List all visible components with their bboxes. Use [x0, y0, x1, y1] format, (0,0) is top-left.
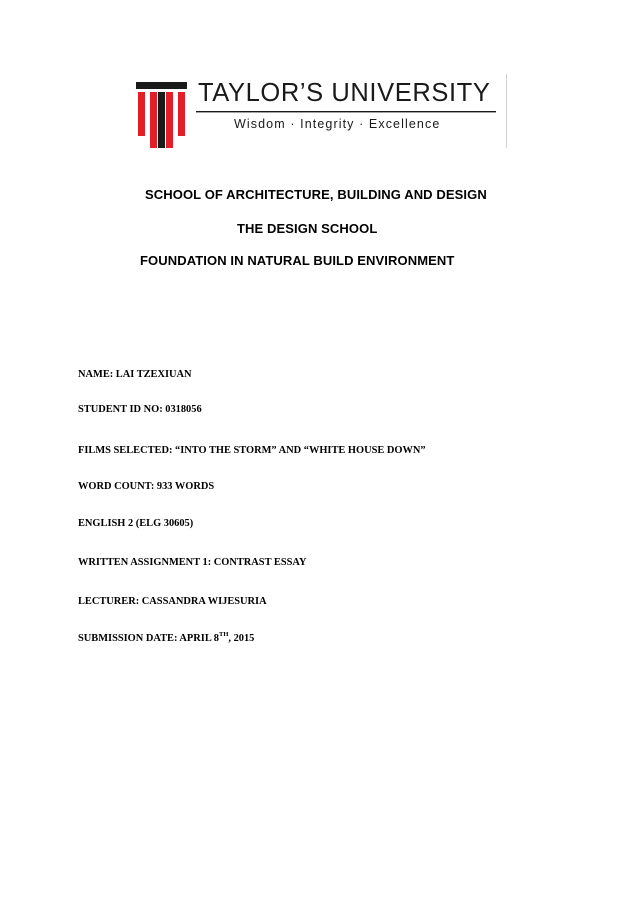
school-heading: SCHOOL OF ARCHITECTURE, BUILDING AND DESIGN [145, 187, 487, 202]
submission-date [78, 633, 254, 644]
student-id: STUDENT ID NO: 0318056 [78, 404, 202, 415]
university-motto: Wisdom · Integrity · Excellence [234, 117, 441, 131]
submission-date-ordinal: TH [218, 631, 229, 638]
assignment-title: WRITTEN ASSIGNMENT 1: CONTRAST ESSAY [78, 557, 307, 568]
logo-divider [506, 74, 507, 148]
films-selected: FILMS SELECTED: “INTO THE STORM” AND “WHITE HOUSE DOWN” [78, 445, 426, 456]
lecturer-name: LECTURER: CASSANDRA WIJESURIA [78, 596, 267, 607]
student-name: NAME: LAI TZEXIUAN [78, 369, 192, 380]
submission-date-year: , 2015 [228, 633, 255, 644]
design-school-heading: THE DESIGN SCHOOL [237, 221, 378, 236]
university-name: TAYLOR’S UNIVERSITY [198, 79, 491, 107]
university-logo [136, 74, 508, 150]
programme-heading: FOUNDATION IN NATURAL BUILD ENVIRONMENT [140, 253, 455, 268]
submission-date-main: SUBMISSION DATE: APRIL 8 [78, 633, 219, 644]
course-code: ENGLISH 2 (ELG 30605) [78, 518, 194, 529]
word-count: WORD COUNT: 933 WORDS [78, 481, 215, 492]
